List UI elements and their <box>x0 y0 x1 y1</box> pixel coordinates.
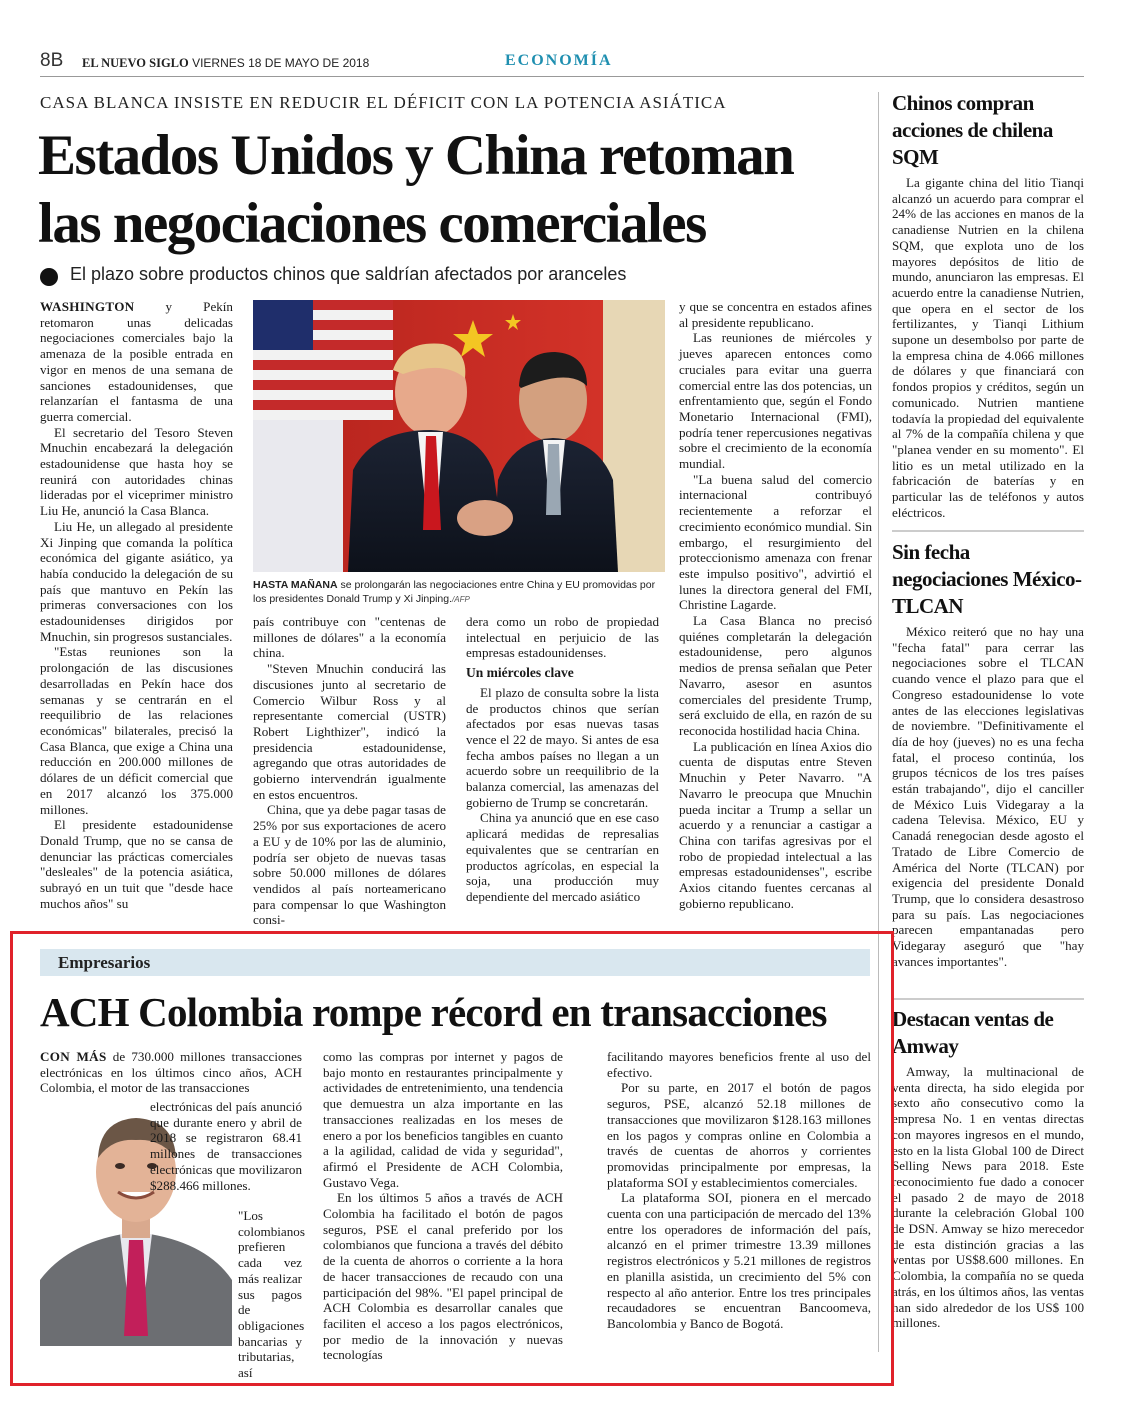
paragraph: como las compras por internet y pagos de bajo monto en restaurantes principalmente y actividades de entretenimiento, una tendencia que demuestra un alza importante en las transacciones realizadas en los meses de enero a por los beneficios tangibles en cuanto a la agilidad, calidad de vida y seguridad", afirmó el Presidente de ACH Colombia, Gustavo Vega. <box>323 1049 563 1190</box>
article-headline <box>38 122 838 258</box>
headline-line-1: Estados Unidos y China retoman <box>38 124 794 187</box>
paragraph: "Los colombianos prefieren cada vez más realizar sus pagos de obligaciones bancarias y tributarias, así <box>238 1208 305 1381</box>
ach-column-3 <box>607 1049 871 1349</box>
sidebar-story-3-title: Destacan ventas de Amway <box>892 1007 1054 1058</box>
issue-date: VIERNES 18 DE MAYO DE 2018 <box>192 56 370 70</box>
paragraph: y que se concentra en estados afines al presidente republicano. <box>679 299 872 330</box>
dateline: WASHINGTON <box>40 299 135 314</box>
photo-credit: /AFP <box>452 595 470 604</box>
paragraph: México reiteró que no hay una "fecha fatal" para cerrar las negociaciones sobre el TLCAN cuando vence el plazo para que el Congreso estadounidense lo vote antes de las elecciones legislativas de noviembre. "Definitivamente el día de hoy (jueves) no es una fecha fatal, el proceso continúa, los grupos técnicos de los tres países están trabajando", dijo el canciller de México Luis Videgaray a la cadena Televisa. México, EU y Canadá renegocian desde agosto el Tratado de Libre Comercio de América del Norte (TLCAN) por exigencia del presidente Donald Trump, que lo considera desastroso para su país. Las negociaciones parecen empantanadas pero Videgaray aseguró que "hay avances importantes". <box>892 624 1084 969</box>
sidebar-story-3-body <box>892 1064 1084 1354</box>
lead-words: CON MÁS <box>40 1049 107 1064</box>
paragraph: Liu He, un allegado al presidente Xi Jinping que comanda la política económica del gigante asiático, ya había conducido la delegación de su país que mantuvo en Pekín las primeras conversaciones con los estadounidenses dirigidos por Mnuchin, sin progresos sustanciales. <box>40 518 233 644</box>
sidebar-divider <box>892 530 1084 532</box>
article-section-subhead: Un miércoles clave <box>466 665 574 681</box>
article-column-1 <box>40 299 233 931</box>
paragraph: El plazo de consulta sobre la lista de productos chinos que serían afectados por esas nuevas tasas vence el 22 de mayo. Si antes de esa fecha ambos países no llegan a un acuerdo sobre un reequilibrio de la balanza comercial, las amenazas del gobierno de Trump se concretarán. <box>466 684 659 810</box>
ach-column-1-intro <box>40 1049 302 1099</box>
sidebar-story-1-title: Chinos compran acciones de chilena SQM <box>892 91 1053 169</box>
paragraph: Por su parte, en 2017 el botón de pagos seguros, PSE, alcanzó 52.18 millones de transacciones que movilizaron $128.163 millones en los pagos y compras online en Colombia a través de cuentas de ahorros y corrientes promovidas principalmente por empresas, la plataforma SOI y establecimientos comerciales. <box>607 1080 871 1190</box>
article-photo <box>253 300 665 572</box>
paragraph: electrónicas del país anunció que durante enero y abril de 2018 se registraron 68.41 millones de transacciones electrónicas que movilizaron $288.466 millones. <box>150 1099 302 1193</box>
paragraph: "Steven Mnuchin conducirá las discusiones junto al secretario de Comercio Wilbur Ross y al representante comercial (USTR) Robert Lighthizer", indicó la presidencia estadounidense, agregando que otras autoridades de gobierno intervendrán igualmente en estos encuentros. <box>253 661 446 802</box>
article-column-3 <box>466 614 659 931</box>
paragraph: "Estas reuniones son la prolongación de las discusiones desarrolladas en Pekín hace dos semanas y se centrarán en el reequilibrio de las relaciones económicas" bilaterales, precisó la Casa Blanca, que exige a China una reducción en 200.000 millones de dólares de un déficit comercial que en 2017 alcanzó los 375.000 millones. <box>40 644 233 817</box>
paragraph: China, que ya debe pagar tasas de 25% por sus exportaciones de acero a EU y de 10% por las de aluminio, podría ser objeto de nuevas tasas sobre 50.000 millones de dólares vendidos al país norteamericano para compensar lo que Washington consi- <box>253 802 446 928</box>
paragraph: país contribuye con "centenas de millones de dólares" a la economía china. <box>253 614 446 661</box>
caption-lead: HASTA MAÑANA <box>253 579 338 591</box>
article-column-2 <box>253 614 446 931</box>
paragraph: La Casa Blanca no precisó quiénes completarán la delegación estadounidense, pero algunos medios de prensa señalan que Peter Navarro, asesor en asuntos comerciales del presidente Trump, será excluido de ella, en razón de su reconocida hostilidad hacia China. <box>679 613 872 738</box>
paragraph: El secretario del Tesoro Steven Mnuchin encabezará la delegación estadounidense que hasta hoy se reunirá con autoridades chinas lideradas por el viceprimer ministro Liu He, anunció la Casa Blanca. <box>40 424 233 519</box>
article-subhead: El plazo sobre productos chinos que saldrían afectados por aranceles <box>70 264 627 284</box>
paragraph <box>40 299 233 425</box>
paragraph: Amway, la multinacional de venta directa, ha sido elegida por sexto año consecutivo como la empresa No. 1 en ventas directas con mayores ingresos en el mundo, esto en la lista Global 100 de Direct Selling News para 2018. Este reconocimiento fue dado a conocer el pasado 2 de mayo de 2018 durante la celebración Global 100 de DSN. Amway se hizo merecedor de esta distinción gracias a las ventas por US$8.600 millones. En Colombia, la compañía no se queda atrás, en los últimos años, las ventas han sido alrededor de los US$ 100 millones. <box>892 1064 1084 1331</box>
sidebar-story-2-body <box>892 624 1084 994</box>
section-title: ECONOMÍA <box>505 52 613 69</box>
sidebar-divider <box>892 998 1084 1000</box>
ach-column-1-quote <box>238 1208 305 1381</box>
sidebar-story-1-body <box>892 175 1084 527</box>
paragraph: Las reuniones de miércoles y jueves aparecen entonces como cruciales para evitar una guerra comercial entre las dos potencias, un enfrentamiento que, según el Fondo Monetario Internacional (FMI), podría tener repercusiones negativas sobre el crecimiento de la economía mundial. <box>679 330 872 472</box>
article-column-4 <box>679 299 872 931</box>
ach-headline: ACH Colombia rompe récord en transacciones <box>40 989 827 1035</box>
headline-line-2: las negociaciones comerciales <box>38 192 706 255</box>
paragraph: "La buena salud del comercio internacional contribuyó recientemente a reforzar el crecimiento económico mundial. Sin embargo, el resurgimiento del proteccionismo amenaza con frenar este impulso positivo", advirtió el lunes la directora general del FMI, Christine Lagarde. <box>679 471 872 613</box>
paragraph: La plataforma SOI, pionera en el mercado cuenta con una participación de mercado del 13% entre los operadores de información del país, alcanzó en el primer trimestre 13.39 millones registros electrónicos y 5.21 millones de registros en planilla asistida, un crecimiento del 5% con respecto al año anterior. Entre los tres principales recaudadores se encuentran Bancoomeva, Bancolombia y Banco de Bogotá. <box>607 1190 871 1331</box>
paragraph-text: de 730.000 millones transacciones electrónicas en los últimos cinco años, ACH Colombia, el motor de las transacciones <box>40 1049 302 1096</box>
ach-column-1-wrap <box>150 1099 302 1209</box>
photo-caption <box>253 578 665 607</box>
section-label: Empresarios <box>58 953 151 972</box>
caption-text: se prolongarán las negociaciones entre China y EU promovidas por los presidentes Donald Trump y Xi Jinping. <box>253 579 656 605</box>
article-kicker: CASA BLANCA INSISTE EN REDUCIR EL DÉFICIT CON LA POTENCIA ASIÁTICA <box>40 93 727 112</box>
section-label-bar <box>40 949 870 976</box>
paragraph: dera como un robo de propiedad intelectual en perjuicio de las empresas estadounidenses. <box>466 614 659 661</box>
paragraph: La gigante china del litio Tianqi alcanzó un acuerdo para comprar el 24% de las acciones en manos de la canadiense Nutrien en la chilena SQM, que explota uno de los mayores depósitos de litio de mundo, anunciaron las empresas. El acuerdo entre la canadiense Nutrien, que opera en el sector de los fertilizantes, y Tianqi Lithium supone un desembolso por parte de la empresa china de 4.066 millones de dólares y que financiará con fondos propios y créditos, según un comunicado. Nutrien mantiene todavía la propiedad del equivalente al 7% de la compañía chilena y que "planea vender en su momento". El litio es un metal utilizado en la fabricación de baterías y en particular las de teléfonos y autos eléctricos. <box>892 175 1084 520</box>
handshake-photo <box>253 300 665 572</box>
paragraph: facilitando mayores beneficios frente al uso del efectivo. <box>607 1049 871 1080</box>
paragraph: China ya anunció que en ese caso aplicará medidas de represalias equivalentes que se centrarían en productos agrícolas, en especial la soja, una producción muy dependiente del mercado asiático <box>466 810 659 904</box>
sidebar-story-2-title: Sin fecha negociaciones México-TLCAN <box>892 540 1082 618</box>
paragraph-text: y Pekín retomaron unas delicadas negociaciones comerciales bajo la amenaza de la posible entrada en vigor en menos de una semana de sanciones estadounidenses, que relanzarían el fantasma de una guerra comercial. <box>40 299 233 424</box>
paragraph: La publicación en línea Axios dio cuenta de disputas entre Steven Mnuchin y Peter Navarro. "A Navarro le preocupa que Mnuchin pueda incitar a Trump a sellar un acuerdo y a renunciar a castigar a China con tarifas agresivas por el robo de propiedad intelectual a las empresas estadounidenses", escribe Axios citando fuentes cercanas al gobierno republicano. <box>679 738 872 911</box>
paper-name: EL NUEVO SIGLO <box>82 56 189 70</box>
page-number: 8B <box>40 50 64 71</box>
masthead <box>82 56 369 71</box>
paragraph: El presidente estadounidense Donald Trump, que no se cansa de denunciar las prácticas comerciales "desleales" de la potencia asiática, subrayó en un tuit que "desde hace muchos años" su <box>40 817 233 911</box>
header-rule <box>40 76 1084 77</box>
paragraph: En los últimos 5 años a través de ACH Colombia ha facilitado el botón de pagos seguros, PSE el canal preferido por los colombianos que funciona a través del débito de la cuenta de ahorros o corriente a la hora de hacer transacciones de recaudo con una participación del 98%. "El papel principal de ACH Colombia es desarrollar canales que faciliten el acceso a los pagos electrónicos, por medio de la innovación y nuevas tecnologías <box>323 1190 563 1363</box>
bullet-icon <box>40 268 58 286</box>
ach-column-2 <box>323 1049 563 1363</box>
paragraph <box>40 1049 302 1096</box>
